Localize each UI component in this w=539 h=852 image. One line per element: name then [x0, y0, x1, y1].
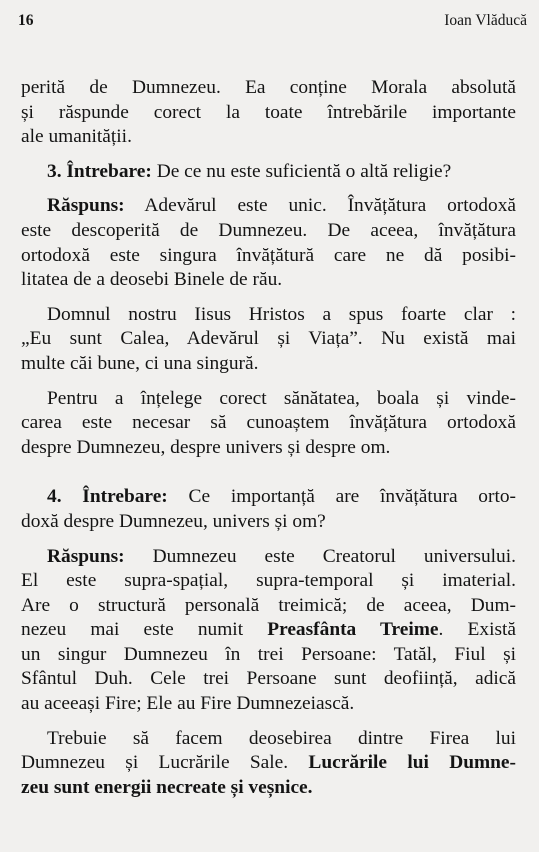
text-line: au aceeași Fire; Ele au Fire Dumnezeiască. — [21, 693, 355, 715]
text-line — [21, 160, 516, 185]
paragraph-health — [21, 387, 516, 461]
paragraph-christ — [21, 303, 516, 377]
text-line — [21, 618, 516, 643]
text-line: litatea de a deosebi Binele de rău. — [21, 269, 283, 291]
question-label: 4. Întrebare: — [47, 486, 168, 508]
text-line: El este supra-spațial, supra-temporal și imaterial. — [21, 570, 516, 592]
paragraph-intro — [21, 76, 516, 150]
answer-label: Răspuns: — [47, 545, 125, 567]
text-line: Trebuie să facem deosebirea dintre Firea lui — [47, 727, 516, 749]
paragraph-final — [21, 727, 516, 801]
text-line: Are o structură personală treimică; de aceea, Dum- — [21, 594, 516, 616]
answer-text: Dumnezeu este Creatorul universului. — [124, 545, 516, 567]
answer-4 — [21, 545, 516, 717]
text-line: perită de Dumnezeu. Ea conține Morala absolută — [21, 77, 516, 98]
text-line: Sfântul Duh. Cele trei Persoane sunt deoființă, adică — [21, 668, 516, 690]
text-line: doxă despre Dumnezeu, univers și om? — [21, 510, 326, 532]
text-line: despre Dumnezeu, despre univers și despre om. — [21, 436, 391, 458]
question-text: Ce importanță are învățătura orto- — [167, 486, 517, 508]
text-line: ortodoxă este singura învățătură care ne dă posibi- — [21, 244, 516, 266]
answer-text: Adevărul este unic. Învățătura ortodoxă — [124, 195, 516, 217]
text-line: „Eu sunt Calea, Adevărul și Viața”. Nu există mai — [21, 328, 516, 350]
question-3 — [21, 160, 516, 185]
question-label: 3. Întrebare: — [47, 160, 152, 182]
text-line: multe căi bune, ci una singură. — [21, 352, 259, 374]
text-run: . Există — [438, 619, 516, 641]
text-line: Pentru a înțelege corect sănătatea, boala și vinde- — [47, 387, 516, 409]
running-head-author: Ioan Vlăducă — [444, 12, 527, 29]
answer-label: Răspuns: — [47, 195, 125, 217]
text-line — [21, 545, 516, 570]
text-line — [21, 485, 516, 510]
page-number: 16 — [18, 12, 34, 29]
text-line: Domnul nostru Iisus Hristos a spus foarte clar : — [47, 303, 516, 325]
bold-phrase: zeu sunt energii necreate și veșnice. — [21, 776, 313, 798]
bold-phrase: Lucrările lui Dumne- — [308, 752, 516, 774]
running-header — [18, 12, 527, 32]
question-text: De ce nu este suficientă o altă religie? — [151, 160, 452, 182]
text-line — [21, 776, 516, 801]
text-line: ale umanității. — [21, 126, 132, 148]
question-4 — [21, 485, 516, 534]
bold-term: Preasfânta Treime — [267, 619, 439, 641]
text-run: Dumnezeu și Lucrările Sale. — [21, 752, 309, 774]
text-line: și răspunde corect la toate întrebările importante — [21, 101, 516, 123]
text-line: un singur Dumnezeu în trei Persoane: Tatăl, Fiul și — [21, 643, 516, 665]
text-line — [21, 194, 516, 219]
body-text — [21, 76, 516, 800]
text-run: nezeu mai este numit — [21, 619, 268, 641]
text-line — [21, 751, 516, 776]
answer-3 — [21, 194, 516, 292]
text-line: este descoperită de Dumnezeu. De aceea, învățătura — [21, 219, 516, 241]
text-line: carea este necesar să cunoaștem învățătura ortodoxă — [21, 412, 516, 434]
